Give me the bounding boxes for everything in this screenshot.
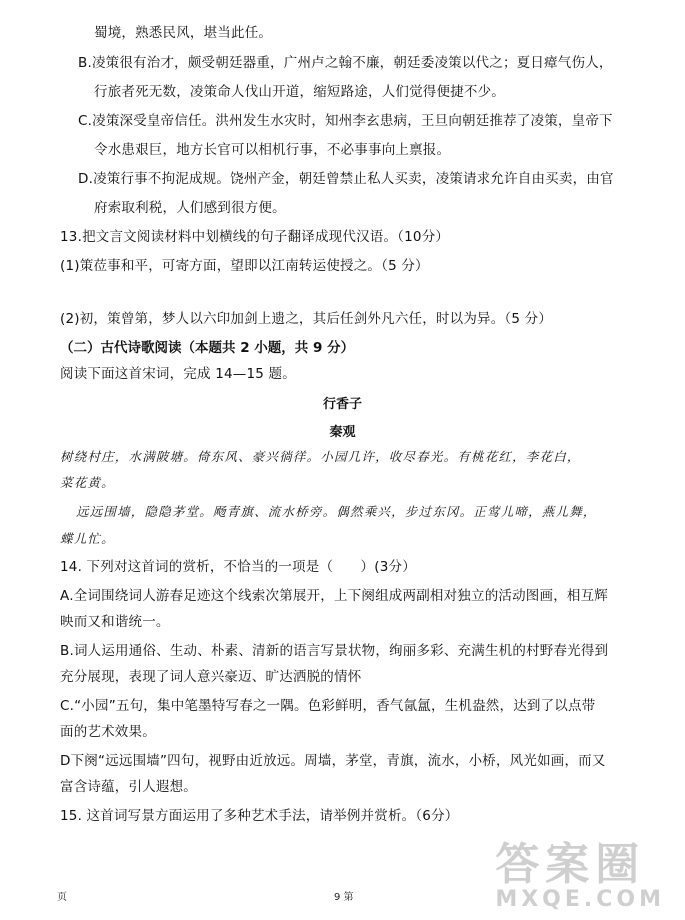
q14-option-b-line-2: 充分展现，表现了词人意兴豪迈、旷达洒脱的情怀 [60, 669, 362, 685]
q14-option-a-line-2: 映而又和谐统一。 [60, 614, 170, 630]
reading-intro: 阅读下面这首宋词，完成 14—15 题。 [60, 366, 296, 382]
poem-line-1: 树绕村庄，水满陂塘。倚东风、豪兴徜徉。小园几许，收尽春光。有桃花红，李花白， [60, 449, 581, 464]
option-d-line-2: 府索取利税，人们感到很方便。 [94, 200, 286, 216]
q14-option-c-line-1: C.“小园”五句，集中笔墨特写春之一隅。色彩鲜明，香气氤氲，生机盎然，达到了以点带 [60, 698, 596, 714]
watermark-top: 答案圈 [495, 839, 646, 890]
poem-line-3: 远远围墙，隐隐茅堂。飏青旗、流水桥旁。偶然乘兴，步过东冈。正莺儿啼，燕儿舞， [76, 504, 597, 519]
question-14: 14. 下列对这首词的赏析，不恰当的一项是（ ）(3分） [60, 559, 416, 575]
option-b-line-2: 行旅者死无数，凌策命人伐山开道，缩短路途，人们觉得便捷不少。 [94, 84, 505, 100]
page-number: 9 第 [334, 892, 354, 903]
watermark-bottom: MXQE.COM [495, 887, 665, 912]
poem-line-2: 菜花黄。 [60, 475, 115, 490]
q14-option-c-line-2: 面的艺术效果。 [60, 724, 156, 740]
question-15: 15. 这首词写景方面运用了多种艺术手法，请举例并赏析。（6分） [60, 808, 459, 824]
q14-option-d-line-1: D下阕“远远围墙”四句，视野由近放远。周墙，茅堂，青旗，流水，小桥，风光如画，而又 [60, 753, 606, 769]
q14-option-d-line-2: 富含诗蕴，引人遐想。 [60, 779, 197, 795]
option-a-tail: 蜀境，熟悉民风，堪当此任。 [94, 25, 273, 41]
question-13: 13.把文言文阅读材料中划横线的句子翻译成现代汉语。（10分） [60, 229, 450, 245]
poem-line-4: 蝶儿忙。 [60, 531, 115, 546]
q14-option-a-line-1: A.全词围绕词人游春足迹这个线索次第展开，上下阕组成两副相对独立的活动图画，相互辉 [60, 588, 608, 604]
q14-option-b-line-1: B.词人运用通俗、生动、朴素、清新的语言写景状物，绚丽多彩、充满生机的村野春光得到 [60, 643, 609, 659]
poem-author: 秦观 [329, 425, 356, 440]
option-d-line-1: D.凌策行事不拘泥成规。饶州产金，朝廷曾禁止私人买卖，凌策请求允许自由买卖，由官 [78, 171, 614, 187]
poem-title: 行香子 [322, 397, 362, 412]
question-13-part-2: (2)初，策曾第，梦人以六印加剑上遗之，其后任剑外凡六任，时以为异。（5 分） [60, 311, 553, 327]
question-13-part-1: (1)策莅事和平，可寄方面，望即以江南转运使授之。（5 分） [60, 258, 429, 274]
watermark-logo [495, 839, 665, 912]
option-c-line-1: C.凌策深受皇帝信任。洪州发生水灾时，知州李玄患病，王旦向朝廷推荐了凌策，皇帝下 [78, 113, 613, 129]
option-c-line-2: 令水患艰巨，地方长官可以相机行事，不必事事向上禀报。 [94, 142, 451, 158]
section-title: （二）古代诗歌阅读（本题共 2 小题，共 9 分） [60, 340, 355, 356]
option-b-line-1: B.凌策很有治才，颇受朝廷器重，广州卢之翰不廉，朝廷委凌策以代之；夏日瘴气伤人， [78, 55, 613, 71]
footer-left: 页 [57, 892, 67, 903]
